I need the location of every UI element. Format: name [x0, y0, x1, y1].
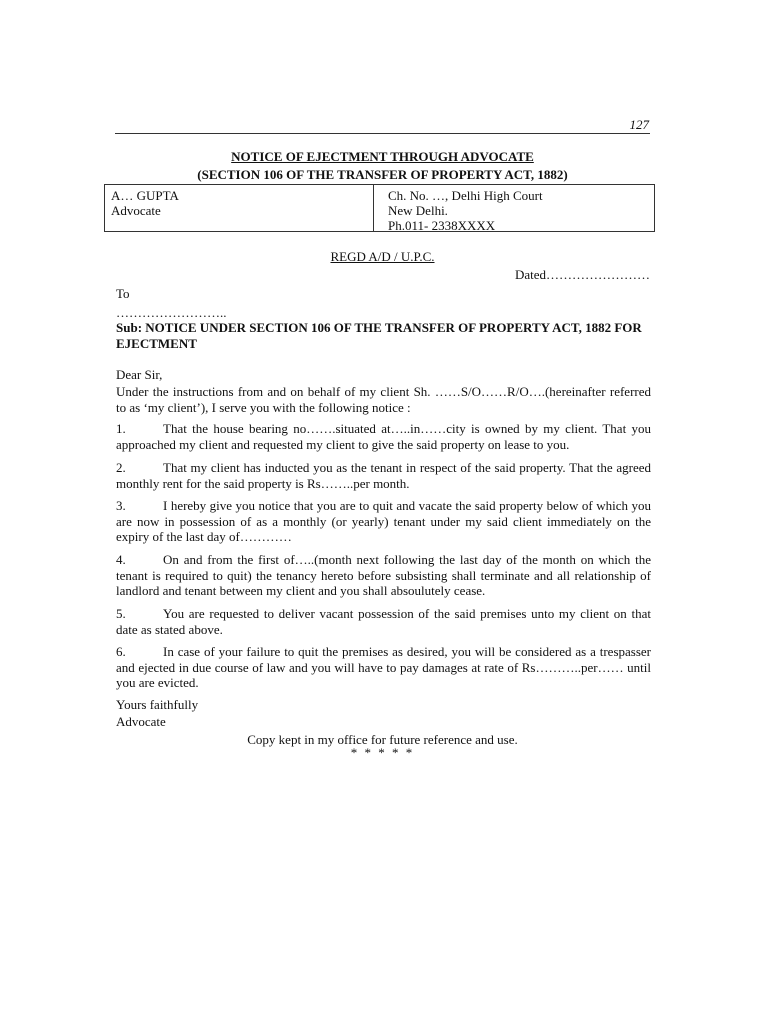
- end-stars: * * * * *: [350, 745, 415, 760]
- document-subtitle: (SECTION 106 OF THE TRANSFER OF PROPERTY ACT, 1882): [197, 167, 568, 182]
- recipient-label: To: [116, 286, 130, 301]
- numbered-paragraph: [116, 460, 651, 491]
- recipient-blank: ……………………..: [116, 305, 227, 320]
- advocate-address-block: [388, 188, 543, 233]
- document-title: NOTICE OF EJECTMENT THROUGH ADVOCATE: [231, 149, 534, 164]
- copy-note: Copy kept in my office for future reference and use.: [247, 732, 518, 747]
- advocate-name-block: [111, 188, 179, 218]
- numbered-paragraph: [116, 644, 651, 691]
- paragraph-text: In case of your failure to quit the premises as desired, you will be considered as a trespasser and ejected in due course of law and you will have to pay damages at rate of Rs………..per…… until you are evicted.: [116, 644, 651, 690]
- paragraph-text: That my client has inducted you as the tenant in respect of the said property. That the agreed monthly rent for the said property is Rs……..per month.: [116, 460, 651, 491]
- numbered-paragraph: [116, 421, 651, 452]
- subject-line: Sub: NOTICE UNDER SECTION 106 OF THE TRANSFER OF PROPERTY ACT, 1882 FOR EJECTMENT: [116, 320, 642, 351]
- signature-title: Advocate: [116, 714, 166, 729]
- chamber-address: Ch. No. …, Delhi High Court: [388, 188, 543, 203]
- delivery-mode: REGD A/D / U.P.C.: [330, 249, 435, 264]
- date-line: Dated……………………: [514, 267, 650, 282]
- numbered-paragraph: [116, 498, 651, 545]
- paragraph-number: 3.: [116, 498, 126, 513]
- advocate-header-box: [104, 184, 655, 232]
- numbered-paragraph: [116, 606, 651, 637]
- salutation: Dear Sir,: [116, 367, 163, 382]
- paragraph-number: 2.: [116, 460, 126, 475]
- header-divider: [373, 185, 374, 231]
- paragraph-text: That the house bearing no…….situated at…..in……city is owned by my client. That you approached my client and requested my client to give the said property on lease to you.: [116, 421, 651, 452]
- advocate-title: Advocate: [111, 203, 161, 218]
- intro-paragraph: Under the instructions from and on behalf of my client Sh. ……S/O……R/O….(hereinafter referred to as ‘my client’), I serve you with the following notice :: [116, 384, 651, 415]
- closing: Yours faithfully: [116, 697, 199, 712]
- phone: Ph.011- 2338XXXX: [388, 218, 496, 233]
- page-number: 127: [629, 117, 649, 132]
- paragraph-number: 4.: [116, 552, 126, 567]
- paragraph-text: On and from the first of…..(month next following the last day of the month on which the tenant is required to quit) the tenancy hereto before subsisting shall terminate and all relationship of landlord and tenant between my client and you shall absoulutely cease.: [116, 552, 651, 598]
- advocate-name: A… GUPTA: [111, 188, 179, 203]
- paragraph-number: 5.: [116, 606, 126, 621]
- paragraph-number: 1.: [116, 421, 126, 436]
- city: New Delhi.: [388, 203, 448, 218]
- top-rule: [115, 133, 650, 134]
- numbered-paragraph: [116, 552, 651, 599]
- paragraph-text: You are requested to deliver vacant possession of the said premises unto my client on that date as stated above.: [116, 606, 651, 637]
- paragraph-number: 6.: [116, 644, 126, 659]
- paragraph-text: I hereby give you notice that you are to quit and vacate the said property below of which you are now in possession of as a monthly (or yearly) tenant under my said client immediately on the expiry of the last day of…………: [116, 498, 651, 544]
